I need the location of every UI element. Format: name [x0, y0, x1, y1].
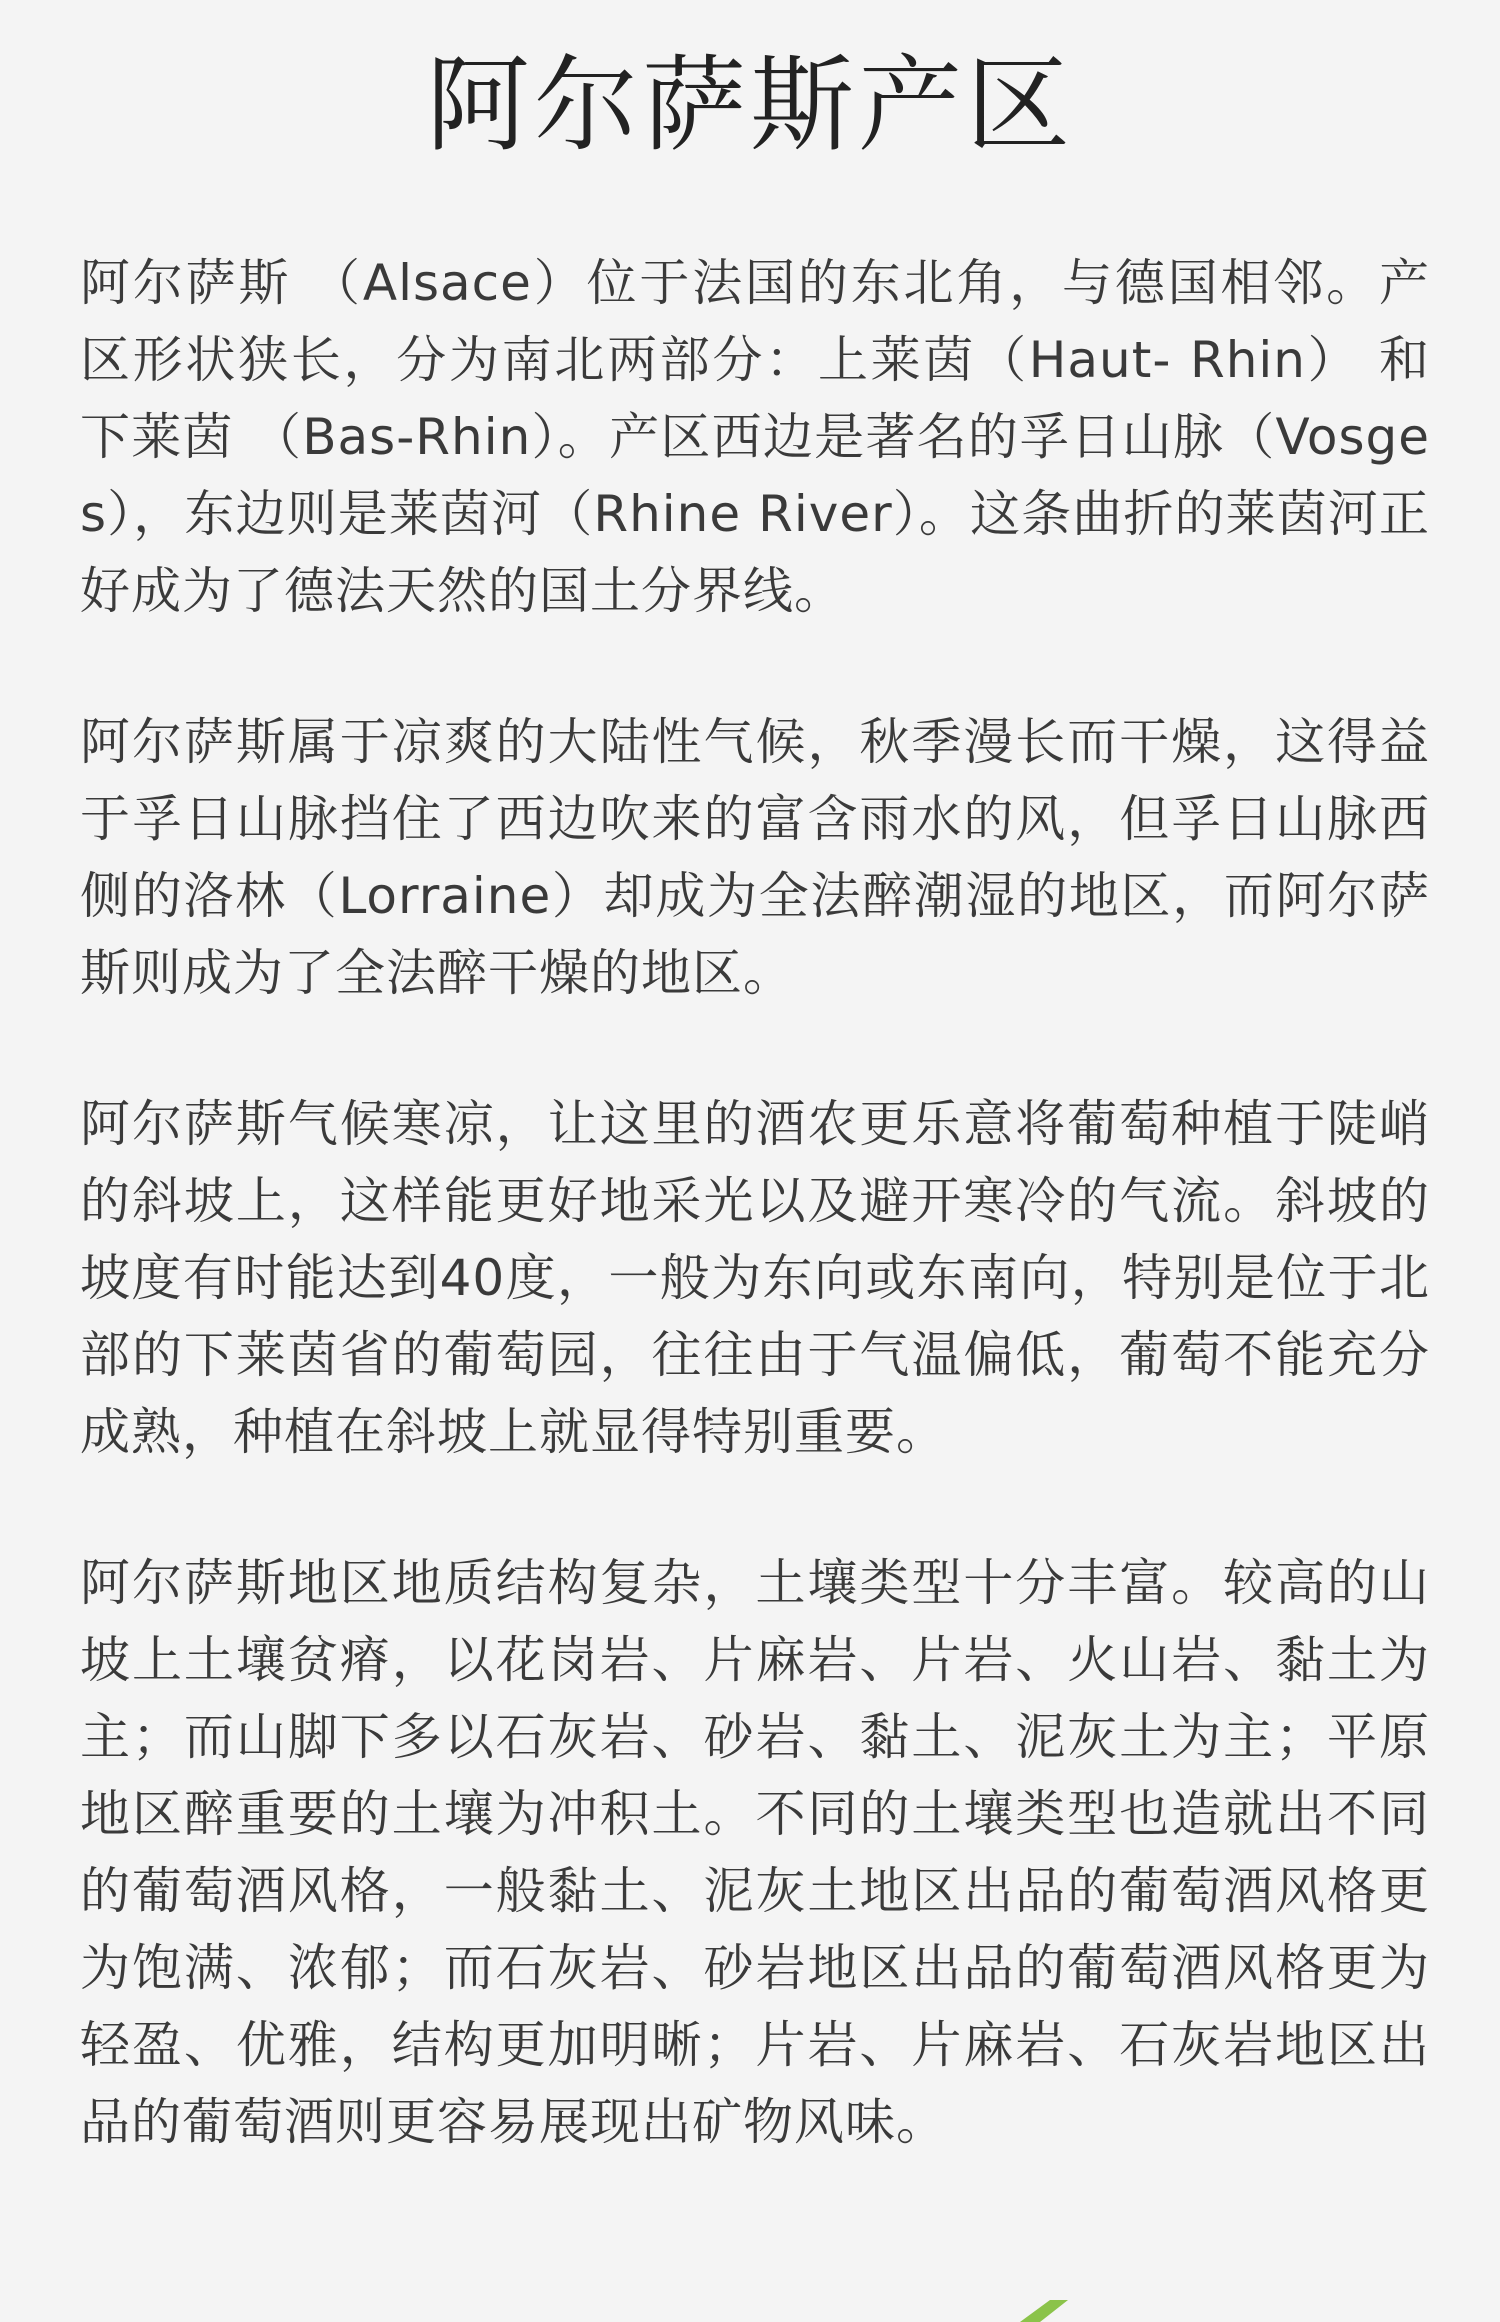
paragraph-vineyard-slopes: 阿尔萨斯气候寒凉，让这里的酒农更乐意将葡萄种植于陡峭的斜坡上，这样能更好地采光以及避开寒冷的气流。斜坡的坡度有时能达到40度，一般为东向或东南向，特别是位于北部的下莱茵省的葡萄园，往往由于气温偏低，葡萄不能充分成熟，种植在斜坡上就显得特别重要。 — [80, 1095, 1430, 1461]
paragraph-climate: 阿尔萨斯属于凉爽的大陆性气候，秋季漫长而干燥，这得益于孚日山脉挡住了西边吹来的富含雨水的风，但孚日山脉西侧的洛林（Lorraine）却成为全法醉潮湿的地区，而阿尔萨斯则成为了全法醉干燥的地区。 — [80, 713, 1430, 1002]
green-leaf-icon — [1010, 2300, 1080, 2322]
paragraph-location: 阿尔萨斯 （Alsace）位于法国的东北角，与德国相邻。产区形状狭长，分为南北两部分：上莱茵（Haut- Rhin） 和下莱茵 （Bas-Rhin）。产区西边是著名的孚日山脉（Vosges），东边则是莱茵河（Rhine River）。这条曲折的莱茵河正好成为了德法天然的国土分界线。 — [80, 254, 1430, 620]
page-title: 阿尔萨斯产区 — [425, 44, 1074, 166]
article-body — [80, 245, 1430, 2161]
paragraph-soil: 阿尔萨斯地区地质结构复杂，土壤类型十分丰富。较高的山坡上土壤贫瘠，以花岗岩、片麻岩、片岩、火山岩、黏土为主；而山脚下多以石灰岩、砂岩、黏土、泥灰土为主；平原地区醉重要的土壤为冲积土。不同的土壤类型也造就出不同的葡萄酒风格，一般黏土、泥灰土地区出品的葡萄酒风格更为饱满、浓郁；而石灰岩、砂岩地区出品的葡萄酒风格更为轻盈、优雅，结构更加明晰；片岩、片麻岩、石灰岩地区出品的葡萄酒则更容易展现出矿物风味。 — [80, 1554, 1430, 2151]
